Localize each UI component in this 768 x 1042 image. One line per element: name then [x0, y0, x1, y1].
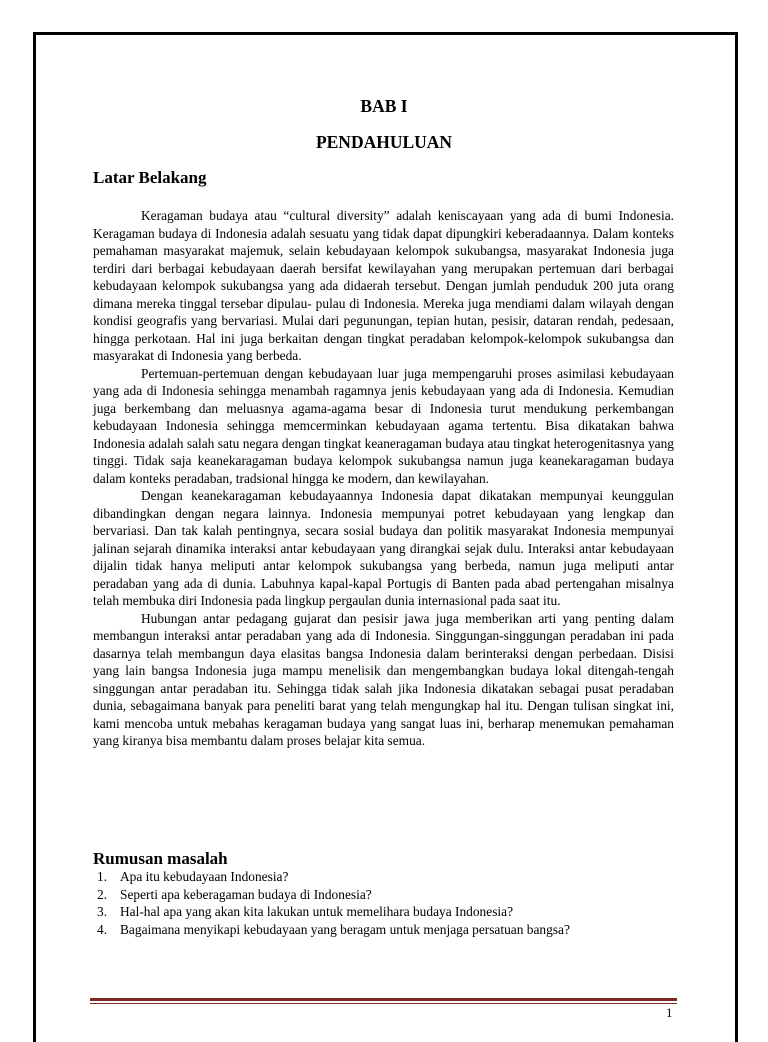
list-text: Apa itu kebudayaan Indonesia? — [120, 869, 289, 884]
list-number: 2. — [97, 886, 108, 902]
list-item — [93, 886, 683, 904]
list-number: 4. — [97, 921, 108, 937]
chapter-label: BAB I — [360, 96, 408, 116]
chapter-title: PENDAHULUAN — [315, 132, 453, 152]
page-number: 1 — [666, 1005, 673, 1020]
list-number: 3. — [97, 904, 108, 919]
paragraph: Hubungan antar pedagang gujarat dan pesisir jawa juga memberikan arti yang penting dalam membangun interaksi antar peradaban yang ada di Indonesia. Singgungan-singgungan peradaban ini pada dasarnya telah membangun daya elasitas bangsa Indonesia dalam berinteraksi dengan perbedaan. Disisi yang lain bangsa Indonesia juga mampu menelisik dan mengembangkan budaya lokal ditengah-tengah singgungan antar peradaban itu. Sehingga tidak salah jika Indonesia dikatakan sebagai pusat peradaban dunia, sebagaimana banyak para peneliti barat yang telah mengungkap hal itu. Dengan tulisan singkat ini, kami mencoba untuk mebahas keragaman budaya yang sangat luas ini, berharap menemukan pemahaman yang kiranya bisa membantu dalam proses belajar kita semua. — [93, 610, 674, 748]
paragraph: Pertemuan-pertemuan dengan kebudayaan luar juga mempengaruhi proses asimilasi kebudayaan yang ada di Indonesia sehingga menambah ragamnya jenis kebudayaan yang ada di Indonesia. Kemudian juga berkembang dan meluasnya agama-agama besar di Indonesia turut mendukung perkembangan kebudayaan Indonesia sehingga memcerminkan kebudayaan agama tertentu. Bisa dikatakan bahwa Indonesia adalah salah satu negara dengan tingkat keaneragaman budaya atau tingkat heterogenitasnya yang tinggi. Tidak saja keanekaragaman budaya kelompok sukubangsa namun juga keanekaragaman budaya dalam konteks peradaban, tradsional hingga ke modern, dan kewilayahan. — [93, 365, 674, 486]
footer-rule — [90, 998, 677, 1001]
section-heading-rumusan-masalah: Rumusan masalah — [93, 849, 228, 868]
section-body-latar-belakang — [93, 207, 674, 750]
list-item — [93, 903, 683, 921]
list-item — [93, 868, 683, 886]
list-number: 1. — [97, 869, 108, 884]
paragraph: Keragaman budaya atau “cultural diversity” adalah keniscayaan yang ada di bumi Indonesia. Keragaman budaya di Indonesia adalah sesuatu yang tidak dapat dipungkiri keberadaannya. Dalam konteks pemahaman masyarakat majemuk, selain kebudayaan kelompok sukubangsa, masyarakat Indonesia juga terdiri dari berbagai kebudayaan daerah bersifat kewilayahan yang merupakan pertemuan dari berbagai kebudayaan kelompok sukubangsa yang ada didaerah tersebut. Dengan jumlah penduduk 200 juta orang dimana mereka tinggal tersebar dipulau- pulau di Indonesia. Mereka juga mendiami dalam wilayah dengan kondisi geografis yang bervariasi. Mulai dari pegunungan, tepian hutan, pesisir, dataran rendah, pedesaan, hingga perkotaan. Hal ini juga berkaitan dengan tingkat peradaban kelompok-kelompok sukubangsa dan masyarakat di Indonesia yang berbeda. — [93, 208, 674, 363]
footer-rule-thin — [90, 1003, 677, 1004]
list-text: Bagaimana menyikapi kebudayaan yang beragam untuk menjaga persatuan bangsa? — [120, 921, 570, 937]
list-text: Hal-hal apa yang akan kita lakukan untuk memelihara budaya Indonesia? — [120, 904, 514, 919]
list-text: Seperti apa keberagaman budaya di Indonesia? — [120, 886, 372, 902]
problem-list — [93, 868, 683, 938]
paragraph: Dengan keanekaragaman kebudayaannya Indonesia dapat dikatakan mempunyai keunggulan dibandingkan dengan negara lainnya. Indonesia mempunyai potret kebudayaan yang lengkap dan bervariasi. Dan tak kalah pentingnya, secara sosial budaya dan politik masyarakat Indonesia mempunyai jalinan sejarah dinamika interaksi antar kebudayaan yang dirangkai sejak dulu. Interaksi antar kebudayaan dijalin tidak hanya meliputi antar kelompok sukubangsa yang berbeda, namun juga meliputi antar peradaban yang ada di dunia. Labuhnya kapal-kapal Portugis di Banten pada abad pertengahan misalnya telah membuka diri Indonesia pada lingkup pergaulan dunia internasional pada saat itu. — [93, 488, 674, 608]
section-heading-latar-belakang: Latar Belakang — [93, 168, 207, 187]
list-item — [93, 921, 683, 939]
